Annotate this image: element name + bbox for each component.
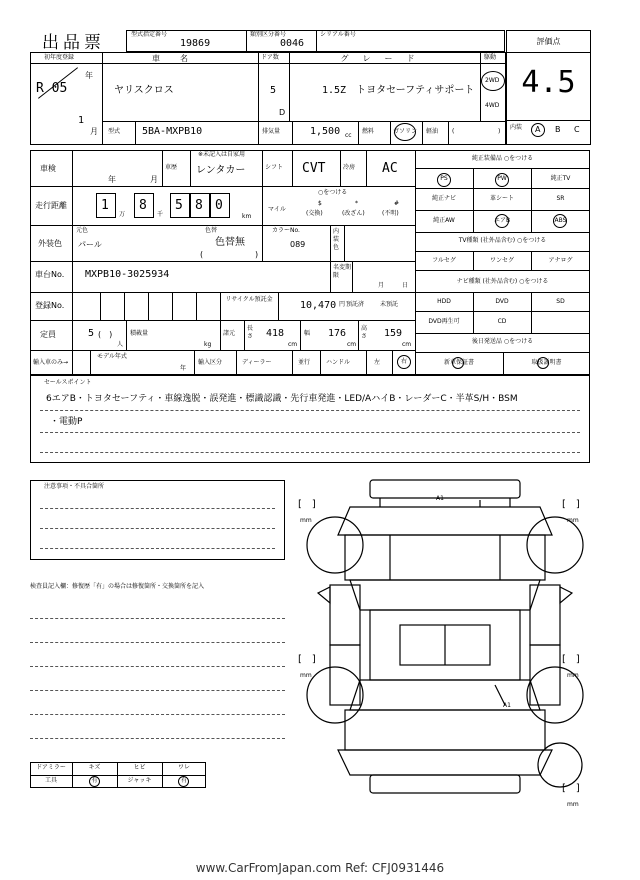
katashiki-value: 19869	[180, 38, 211, 49]
tv-fullseg: フルセグ	[432, 257, 456, 264]
ac-label: 冷房	[343, 164, 356, 171]
equip-pw-circle	[495, 173, 509, 187]
dealer-option: ディーラー	[242, 359, 272, 366]
legend-break: ワレ	[177, 764, 190, 771]
tire-rl-bracket: [ ]	[298, 654, 316, 665]
load-unit: kg	[204, 341, 212, 348]
int-color-label: 内装色	[333, 228, 340, 251]
recycle-label: リサイクル預託金	[225, 296, 273, 303]
legend-jack-have: 有	[180, 777, 187, 784]
name-change-label: 名変期限	[333, 264, 352, 279]
factory-equip-label: 純正装備品 ○をつける	[471, 155, 534, 162]
shift-value: CVT	[302, 161, 326, 176]
shaken-year: 年	[108, 175, 116, 184]
mileage-digit-3: 5	[175, 198, 183, 213]
first-reg-era: R 05	[36, 81, 68, 96]
recycle-value: 10,470	[300, 300, 337, 311]
equip-abs-circle	[553, 214, 567, 228]
wid-label: 幅	[304, 330, 311, 337]
shaken-label: 車検	[40, 164, 56, 173]
usage-note: ※未記入は自家用	[198, 151, 246, 158]
later-warranty-circle	[452, 357, 464, 369]
color-paren-open: (	[200, 250, 204, 259]
tire-fr-unit: mm	[567, 517, 579, 524]
first-reg-month: 1	[78, 115, 85, 126]
doors-label: ドア数	[261, 54, 279, 61]
nc-month: 月	[378, 282, 385, 289]
interior-a: A	[535, 125, 541, 134]
fuel-paren-close: )	[498, 128, 501, 135]
sales-line-1: 6エアB・トヨタセーフティ・車線逸脱・誤発進・標識認識・先行車発進・LED/AハイB・レーダーC・半革S/H・BSM	[46, 394, 518, 404]
chassis-value: MXPB10-3025934	[85, 269, 170, 280]
shaken-month: 月	[150, 175, 158, 184]
drive-4wd: 4WD	[485, 102, 500, 109]
grade-label: グレード	[340, 54, 429, 63]
car-name-label: 車名	[152, 54, 208, 63]
cc-unit: cc	[345, 132, 352, 139]
mileage-digit-2: 8	[139, 198, 147, 213]
capacity-unit: 人	[117, 341, 124, 348]
capacity-label: 定員	[40, 330, 56, 339]
mileage-mark-note: ○をつける	[318, 189, 348, 196]
recycle-not: 未預託	[380, 301, 399, 308]
chassis-label: 車台No.	[35, 270, 65, 279]
equip-leather: 革シート	[489, 195, 514, 202]
sales-line-2: ・電動P	[50, 417, 83, 427]
serial-label: シリアル番号	[320, 31, 356, 38]
cc-value: 1,500	[310, 126, 341, 137]
month-unit: 月	[90, 127, 98, 136]
spare-unit: mm	[567, 801, 579, 808]
mile-option: マイル	[268, 206, 286, 213]
tamper-option: (改ざん)	[342, 210, 365, 217]
interior-c: C	[574, 125, 580, 134]
notes-label: 注意事項・不具合箇所	[44, 483, 105, 490]
tamper-sym: *	[355, 200, 358, 207]
equip-aw: 純正AW	[433, 217, 455, 224]
capacity-value: 5	[88, 328, 95, 339]
equip-ps-circle	[437, 173, 451, 187]
navi-dvd-play: DVD再生可	[428, 318, 460, 325]
doors-d: D	[279, 108, 286, 117]
len-unit: cm	[288, 341, 298, 348]
model-year-unit: 年	[180, 365, 187, 372]
shift-label: シフト	[265, 164, 284, 171]
legend-mirror: ドアミラー	[36, 764, 66, 771]
usage-label: 車歴	[165, 164, 178, 171]
hei-label: 高さ	[361, 325, 368, 340]
sales-label: セールスポイント	[44, 379, 92, 386]
navi-cd: CD	[497, 318, 507, 325]
cc-label: 排気量	[262, 128, 281, 135]
mileage-digit-1: 1	[101, 198, 109, 213]
inspector-label: 検査員記入欄：修復歴「有」の場合は修復箇所・交換箇所を記入	[30, 583, 205, 590]
recycle-unit: 円	[339, 301, 346, 308]
spare-bracket: [ ]	[562, 783, 580, 794]
fuel-paren-open: (	[452, 128, 455, 135]
interior-b: B	[555, 125, 561, 134]
mileage-digit-4: 8	[195, 198, 203, 213]
hei-unit: cm	[402, 341, 412, 348]
year-unit: 年	[85, 71, 93, 80]
color-label: 外装色	[38, 239, 62, 248]
navi-hdd: HDD	[437, 298, 451, 305]
grade-value: 1.5Z トヨタセーフティサポート	[322, 85, 475, 96]
legend-jack: ジャッキ	[127, 777, 152, 784]
equip-airbag-circle	[495, 214, 509, 228]
fuel-diesel: 軽油	[426, 128, 439, 135]
unknown-option: (不明)	[382, 210, 399, 217]
len-value: 418	[266, 328, 285, 339]
len-label: 長さ	[247, 325, 254, 340]
fuel-label: 燃料	[362, 128, 375, 135]
reg-label: 登録No.	[35, 301, 65, 310]
tv-analog: アナログ	[548, 257, 573, 264]
later-label: 後日発送品 ○をつける	[471, 338, 534, 345]
hei-value: 159	[384, 328, 403, 339]
orig-color-label: 元色	[76, 227, 89, 234]
ruibetsu-label: 類別区分番号	[250, 31, 287, 38]
navi-label: ナビ種類 (社外品含む) ○をつける	[456, 278, 549, 285]
man-unit: 万	[119, 211, 126, 218]
mileage-digit-5: 0	[215, 198, 223, 213]
tire-fr-bracket: [ ]	[562, 499, 580, 510]
parallel-option: 並行	[298, 359, 311, 366]
navi-dvd: DVD	[495, 298, 509, 305]
later-manual-circle	[537, 357, 549, 369]
handle-left: 左	[374, 359, 381, 366]
capacity-paren: ( )	[98, 330, 113, 339]
tire-fl-unit: mm	[300, 517, 312, 524]
model-label: 型式	[108, 128, 121, 135]
wid-unit: cm	[347, 341, 357, 348]
import-label: 輸入車のみ→	[33, 359, 69, 366]
nc-day: 日	[402, 282, 409, 289]
color-change-label: 色替	[205, 227, 218, 234]
orig-color-value: パール	[78, 240, 102, 249]
car-diagram	[290, 475, 620, 815]
unknown-sym: #	[394, 200, 400, 207]
legend-tools: 工具	[44, 777, 57, 784]
score-value: 4.5	[521, 65, 576, 100]
drive-2wd: 2WD	[485, 77, 500, 84]
sen-unit: 千	[157, 211, 164, 218]
swap-option: (交換)	[306, 210, 323, 217]
damage-a1-top: A1	[436, 495, 444, 502]
tv-label: TV種類 (社外品含む) ○をつける	[458, 237, 547, 244]
color-no-value: 089	[290, 240, 306, 249]
equip-airbag: エアB	[493, 217, 511, 224]
doors-value: 5	[270, 85, 277, 96]
equip-abs: ABS	[554, 217, 567, 224]
model-value: 5BA-MXPB10	[142, 126, 203, 137]
damage-a1-bottom: A1	[503, 702, 511, 709]
watermark: www.CarFromJapan.com Ref: CFJ0931446	[195, 861, 445, 875]
color-change-value: 色替無	[215, 237, 245, 248]
tire-rr-bracket: [ ]	[562, 654, 580, 665]
color-no-label: カラーNo.	[272, 227, 300, 234]
equip-sr: SR	[556, 195, 565, 202]
tire-rr-unit: mm	[567, 672, 579, 679]
score-label: 評価点	[536, 37, 561, 46]
tire-rl-unit: mm	[300, 672, 312, 679]
handle-label: ハンドル	[326, 359, 351, 366]
equip-pw: PW	[497, 175, 507, 182]
equip-navi: 純正ナビ	[431, 195, 456, 202]
color-paren-close: )	[255, 250, 259, 259]
equip-ps: PS	[440, 175, 448, 182]
recycle-done: 預託済	[346, 301, 365, 308]
usage-value: レンタカー	[196, 165, 246, 176]
ac-value: AC	[382, 161, 398, 176]
drive-label: 駆動	[484, 54, 497, 61]
load-label: 積載量	[130, 330, 149, 337]
car-name: ヤリスクロス	[114, 85, 174, 96]
first-reg-label: 初年度登録	[44, 54, 75, 61]
later-warranty: 新車保証書	[443, 359, 474, 366]
fuel-gas: ガソリン	[393, 128, 418, 135]
form-title: 出品票	[42, 33, 105, 53]
ruibetsu-value: 0046	[280, 38, 305, 49]
legend-crack: ヒビ	[133, 764, 146, 771]
import-type-label: 輸入区分	[198, 359, 223, 366]
legend-tools-have: 有	[91, 777, 98, 784]
equip-tv: 純正TV	[550, 175, 571, 182]
sales-box	[30, 375, 590, 463]
mileage-label: 走行距離	[35, 201, 67, 210]
tv-oneseg: ワンセグ	[489, 257, 514, 264]
dims-label: 諸元	[223, 330, 236, 337]
navi-sd: SD	[556, 298, 565, 305]
model-year-label: モデル年式	[97, 353, 127, 360]
later-manual: 取扱説明書	[531, 359, 562, 366]
wid-value: 176	[328, 328, 347, 339]
interior-label: 内装	[510, 124, 523, 131]
tire-fl-bracket: [ ]	[298, 499, 316, 510]
katashiki-label: 型式指定番号	[131, 31, 168, 38]
km-unit: km	[242, 213, 252, 220]
legend-scratch: キズ	[88, 764, 101, 771]
handle-right: 右	[401, 358, 408, 365]
swap-sym: $	[318, 200, 322, 207]
